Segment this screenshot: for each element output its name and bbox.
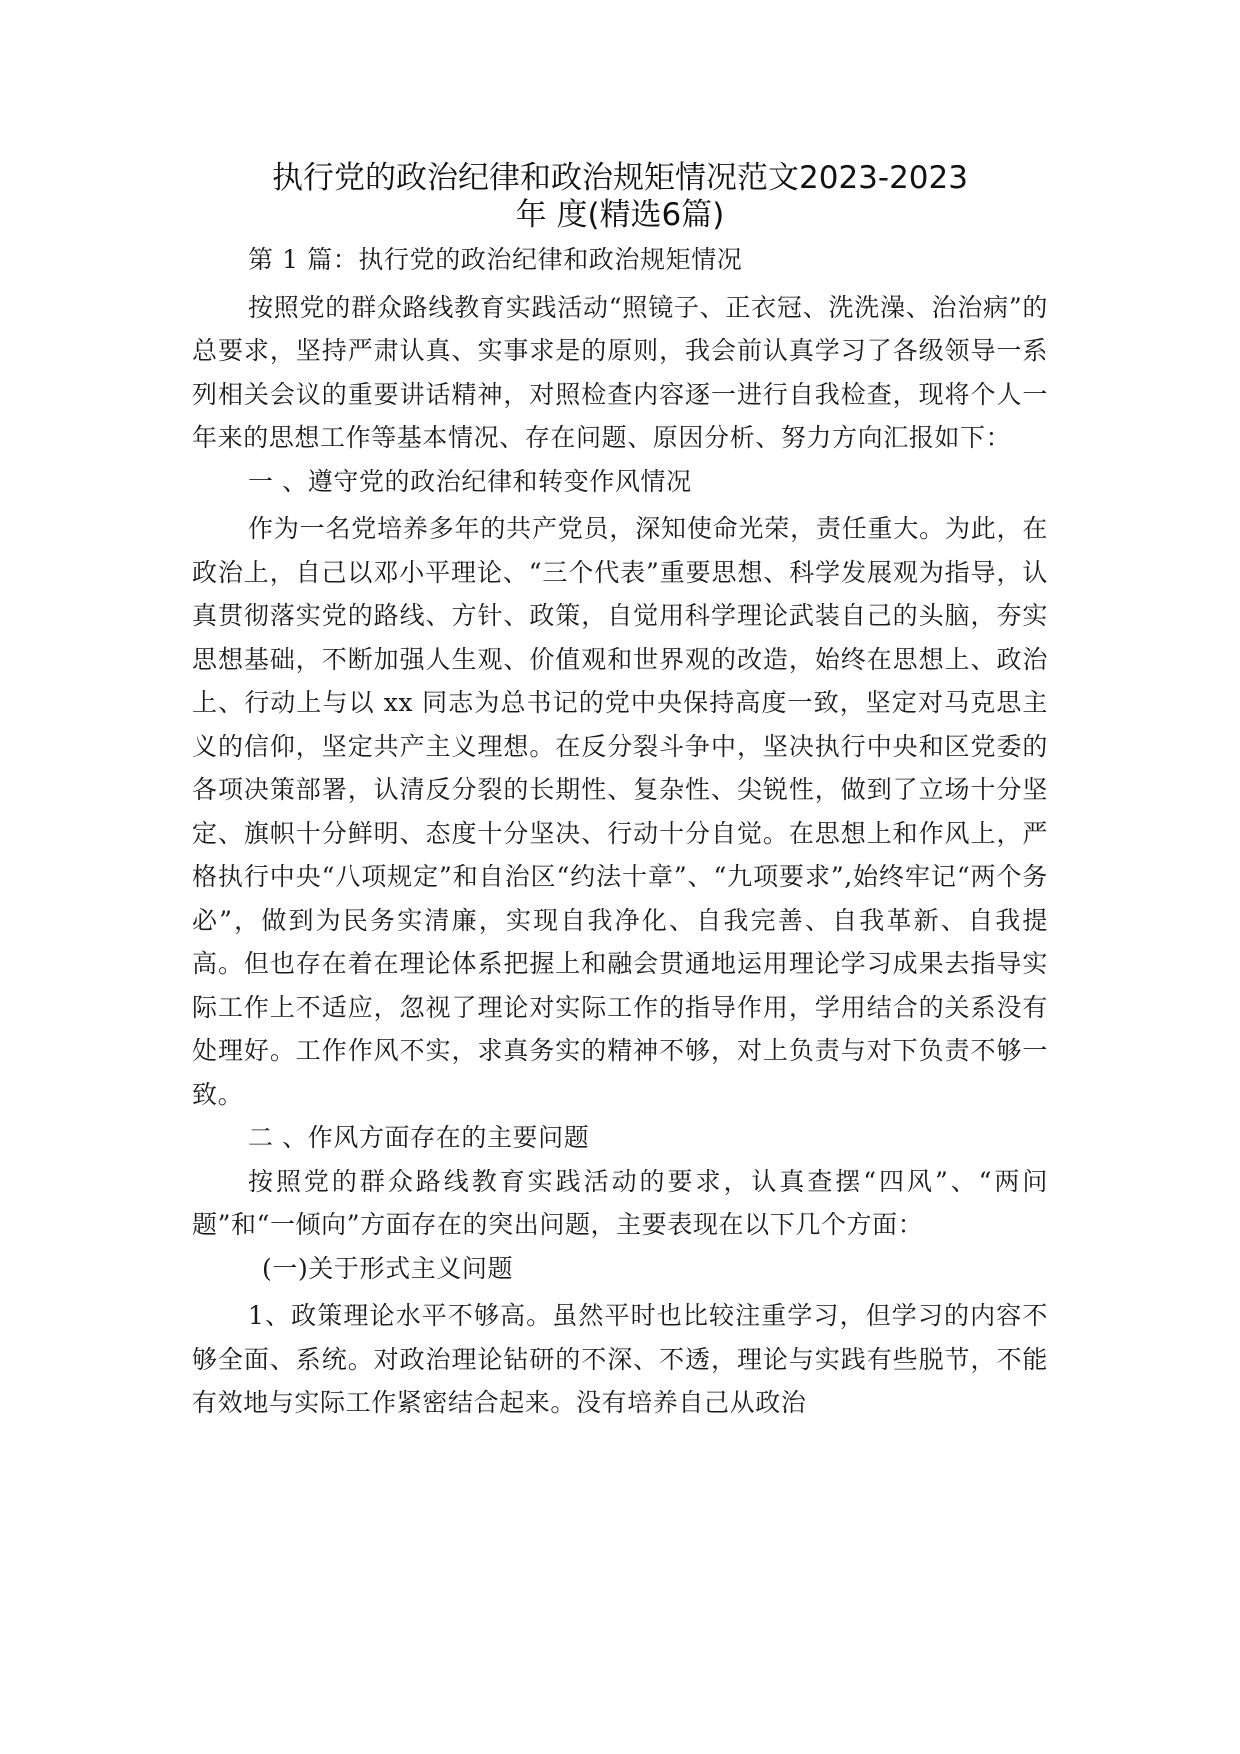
- section-heading-1: 一 、遵守党的政治纪律和转变作风情况: [248, 466, 692, 496]
- document-title-line2: 年 度(精选6篇): [515, 197, 725, 233]
- article-heading: 第 1 篇：执行党的政治纪律和政治规矩情况: [248, 245, 743, 274]
- document-body: [192, 238, 1048, 1425]
- paragraph-subsection-1: 1、政策理论水平不够高。虽然平时也比较注重学习，但学习的内容不够全面、系统。对政治理论钻研的不深、不透，理论与实践有些脱节，不能有效地与实际工作紧密结合起来。没有培养自己从政治: [192, 1301, 1048, 1417]
- document-title-line1: 执行党的政治纪律和政治规矩情况范文2023-2023: [272, 160, 968, 196]
- section-heading-2: 二 、作风方面存在的主要问题: [248, 1123, 590, 1152]
- paragraph-section-2: 按照党的群众路线教育实践活动的要求，认真查摆“四风”、“两问题”和“一倾向”方面存在的突出问题，主要表现在以下几个方面：: [192, 1166, 1048, 1239]
- subsection-heading-1: (一)关于形式主义问题: [262, 1253, 514, 1283]
- paragraph-section-1: 作为一名党培养多年的共产党员，深知使命光荣，责任重大。为此，在政治上，自己以邓小平理论、“三个代表”重要思想、科学发展观为指导，认真贯彻落实党的路线、方针、政策，自觉用科学理论武装自己的头脑，夯实思想基础，不断加强人生观、价值观和世界观的改造，始终在思想上、政治上、行动上与以 xx 同志为总书记的党中央保持高度一致，坚定对马克思主义的信仰，坚定共产主义理想。在反分裂斗争中，坚决执行中央和区党委的各项决策部署，认清反分裂的长期性、复杂性、尖锐性，做到了立场十分坚定、旗帜十分鲜明、态度十分坚决、行动十分自觉。在思想上和作风上，严格执行中央“八项规定”和自治区“约法十章”、“九项要求”,始终牢记“两个务必”，做到为民务实清廉，实现自我净化、自我完善、自我革新、自我提高。但也存在着在理论体系把握上和融会贯通地运用理论学习成果去指导实际工作上不适应，忽视了理论对实际工作的指导作用，学用结合的关系没有处理好。工作作风不实，求真务实的精神不够，对上负责与对下负责不够一致。: [192, 514, 1048, 1109]
- paragraph-intro: 按照党的群众路线教育实践活动“照镜子、正衣冠、洗洗澡、治治病”的总要求，坚持严肃认真、实事求是的原则，我会前认真学习了各级领导一系列相关会议的重要讲话精神，对照检查内容逐一进行自我检查，现将个人一年来的思想工作等基本情况、存在问题、原因分析、努力方向汇报如下：: [192, 292, 1048, 452]
